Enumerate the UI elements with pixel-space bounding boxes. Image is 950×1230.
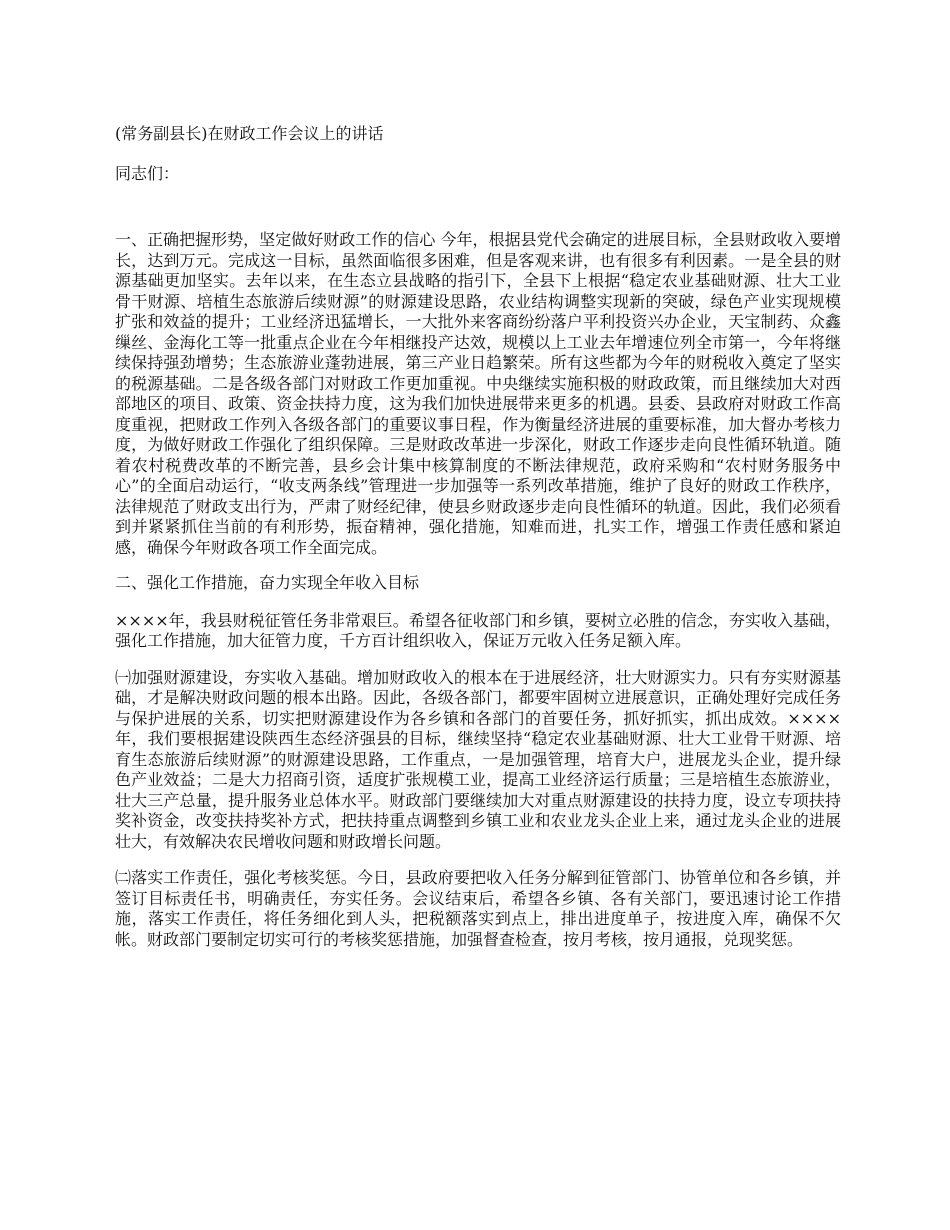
salutation: 同志们： (115, 163, 180, 183)
section-two-intro-paragraph: ××××年，我县财税征管任务非常艰巨。希望各征收部门和乡镇，要树立必胜的信念，夯实收入基础，强化工作措施，加大征管力度，千方百计组织收入，保证万元收入任务足额入库。 (115, 610, 841, 650)
subsection-one-paragraph: ㈠加强财源建设，夯实收入基础。增加财政收入的根本在于进展经济，壮大财源实力。只有夯实财源基础，才是解决财政问题的根本出路。因此，各级各部门，都要牢固树立进展意识，正确处理好完成任务与保护进展的关系，切实把财源建设作为各乡镇和各部门的首要任务，抓好抓实，抓出成效。××××年，我们要根据建设陕西生态经济强县的目标，继续坚持“稳定农业基础财源、壮大工业骨干财源、培育生态旅游后续财源”的财源建设思路，工作重点，一是加强管理，培育大户，进展龙头企业，提升绿色产业效益；二是大力招商引资，适度扩张规模工业，提高工业经济运行质量；三是培植生态旅游业，壮大三产总量，提升服务业总体水平。财政部门要继续加大对重点财源建设的扶持力度，设立专项扶持奖补资金，改变扶持奖补方式，把扶持重点调整到乡镇工业和农业龙头企业上来，通过龙头企业的进展壮大，有效解决农民增收问题和财政增长问题。 (115, 667, 841, 851)
subsection-two-paragraph: ㈡落实工作责任，强化考核奖惩。今日，县政府要把收入任务分解到征管部门、协管单位和各乡镇，并签订目标责任书，明确责任，夯实任务。会议结束后，希望各乡镇、各有关部门，要迅速讨论工作措施，落实工作责任，将任务细化到人头，把税额落实到点上，排出进度单子，按进度入库，确保不欠帐。财政部门要制定切实可行的考核奖惩措施，加强督查检查，按月考核，按月通报，兑现奖惩。 (115, 868, 841, 949)
section-two-heading: 二、强化工作措施，奋力实现全年收入目标 (115, 573, 420, 592)
document-title: (常务副县长)在财政工作会议上的讲话 (115, 124, 384, 143)
section-one-paragraph: 一、正确把握形势，坚定做好财政工作的信心 今年，根据县党代会确定的进展目标，全县财政收入要增长，达到万元。完成这一目标，虽然面临很多困难，但是客观来讲，也有很多有利因素。一是全县的财源基础更加坚实。去年以来，在生态立县战略的指引下，全县下上根据“稳定农业基础财源、壮大工业骨干财源、培植生态旅游后续财源”的财源建设思路，农业结构调整实现新的突破，绿色产业实现规模扩张和效益的提升；工业经济迅猛增长，一大批外来客商纷纷落户平利投资兴办企业，天宝制药、众鑫缫丝、金海化工等一批重点企业在今年相继投产达效，规模以上工业去年增速位列全市第一，今年将继续保持强劲增势；生态旅游业蓬勃进展，第三产业日趋繁荣。所有这些都为今年的财税收入奠定了坚实的税源基础。二是各级各部门对财政工作更加重视。中央继续实施积极的财政政策，而且继续加大对西部地区的项目、政策、资金扶持力度，这为我们加快进展带来更多的机遇。县委、县政府对财政工作高度重视，把财政工作列入各级各部门的重要议事日程，作为衡量经济进展的重要标准，加大督办考核力度，为做好财政工作强化了组织保障。三是财政改革进一步深化，财政工作逐步走向良性循环轨道。随着农村税费改革的不断完善，县乡会计集中核算制度的不断法律规范，政府采购和“农村财务服务中心”的全面启动运行，“收支两条线”管理进一步加强等一系列改革措施，维护了良好的财政工作秩序，法律规范了财政支出行为，严肃了财经纪律，使县乡财政逐步走向良性循环的轨道。因此，我们必须看到并紧紧抓住当前的有利形势，振奋精神，强化措施，知难而进，扎实工作，增强工作责任感和紧迫感，确保今年财政各项工作全面完成。 (115, 230, 841, 557)
document-page (115, 124, 841, 950)
